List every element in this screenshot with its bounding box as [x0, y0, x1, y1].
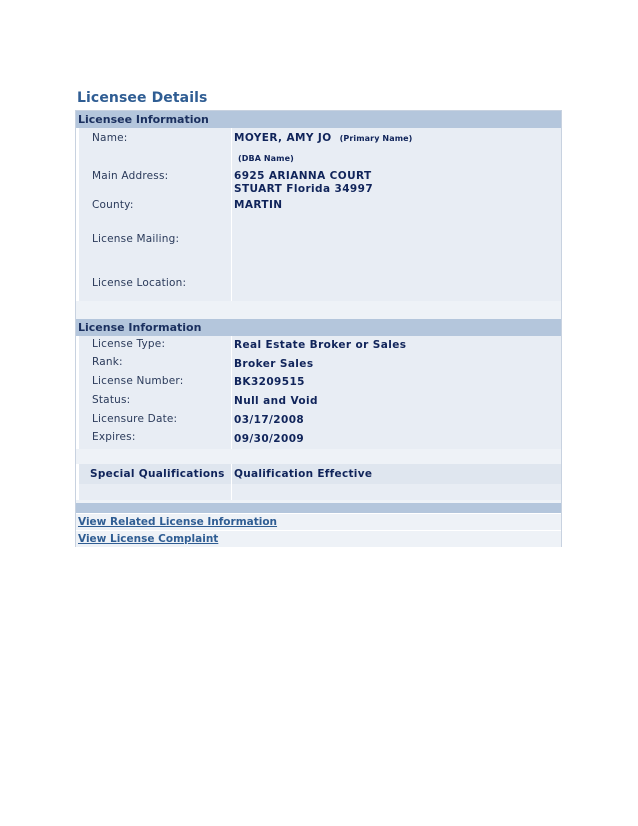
page-title: Licensee Details	[77, 90, 208, 106]
address-line-2: STUART Florida 34997	[234, 183, 374, 195]
county-label: County:	[92, 199, 134, 211]
related-license-link-row	[76, 513, 561, 530]
column-divider	[231, 464, 232, 484]
rank-label: Rank:	[92, 356, 123, 368]
license-type-label: License Type:	[92, 338, 166, 350]
view-related-license-link[interactable]: View Related License Information	[78, 516, 278, 528]
special-qualifications-header-row	[79, 464, 561, 484]
license-mailing-label: License Mailing:	[92, 233, 180, 245]
license-type-value: Real Estate Broker or Sales	[234, 339, 407, 351]
column-divider	[231, 128, 232, 301]
name-label: Name:	[92, 132, 128, 144]
license-complaint-link-row	[76, 530, 561, 547]
qualification-effective-header: Qualification Effective	[234, 468, 373, 480]
section-spacer	[76, 301, 561, 319]
name-value	[234, 132, 412, 144]
licensure-date-value: 03/17/2008	[234, 414, 305, 426]
section-spacer	[76, 449, 561, 464]
view-license-complaint-link[interactable]: View License Complaint	[78, 533, 219, 545]
license-number-value: BK3209515	[234, 376, 305, 388]
licensee-details-table	[75, 110, 562, 547]
address-line-1: 6925 ARIANNA COURT	[234, 170, 372, 182]
status-label: Status:	[92, 394, 131, 406]
license-number-label: License Number:	[92, 375, 184, 387]
expires-label: Expires:	[92, 431, 136, 443]
main-address-label: Main Address:	[92, 170, 169, 182]
status-value: Null and Void	[234, 395, 318, 407]
licensee-info-header: Licensee Information	[76, 111, 561, 128]
footer-bar	[76, 503, 561, 513]
license-info-header: License Information	[76, 319, 561, 336]
licensee-info-panel	[79, 128, 561, 301]
primary-name: MOYER, AMY JO	[234, 132, 332, 144]
column-divider	[231, 484, 232, 500]
primary-name-note: (Primary Name)	[339, 134, 413, 143]
licensure-date-label: Licensure Date:	[92, 413, 178, 425]
special-qualifications-empty-row	[79, 484, 561, 500]
license-location-label: License Location:	[92, 277, 187, 289]
column-divider	[231, 336, 232, 449]
license-info-panel	[79, 336, 561, 449]
dba-name-note: (DBA Name)	[238, 154, 294, 163]
special-qualifications-header: Special Qualifications	[90, 468, 225, 480]
rank-value: Broker Sales	[234, 358, 314, 370]
expires-value: 09/30/2009	[234, 433, 305, 445]
county-value: MARTIN	[234, 199, 283, 211]
